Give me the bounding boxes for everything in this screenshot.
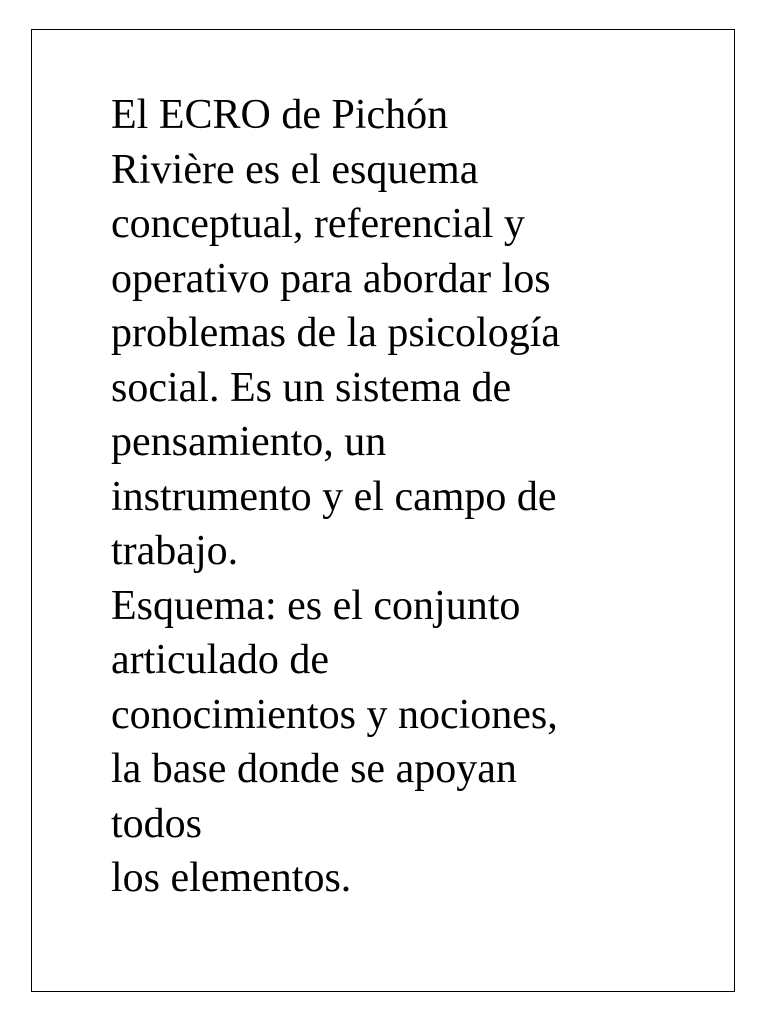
text-line: conceptual, referencial y [111, 201, 525, 247]
text-line: Rivière es el esquema [111, 146, 479, 193]
text-line: social. Es un sistema de [111, 364, 512, 411]
text-line: la base donde se apoyan [111, 746, 517, 792]
text-line: instrumento y el campo de [111, 473, 557, 520]
text-line: operativo para abordar los [111, 255, 551, 302]
text-line: conocimientos y nociones, [111, 691, 558, 738]
text-line: problemas de la psicología [111, 310, 561, 356]
text-line: pensamiento, un [111, 419, 387, 465]
text-line: trabajo. [111, 528, 239, 574]
text-line: todos [111, 800, 203, 847]
text-line: El ECRO de Pichón [111, 92, 449, 138]
text-line: articulado de [111, 637, 330, 683]
text-line: Esquema: es el conjunto [111, 582, 521, 629]
document-page [31, 29, 735, 992]
body-text [111, 88, 711, 906]
text-line: los elementos. [111, 855, 352, 901]
